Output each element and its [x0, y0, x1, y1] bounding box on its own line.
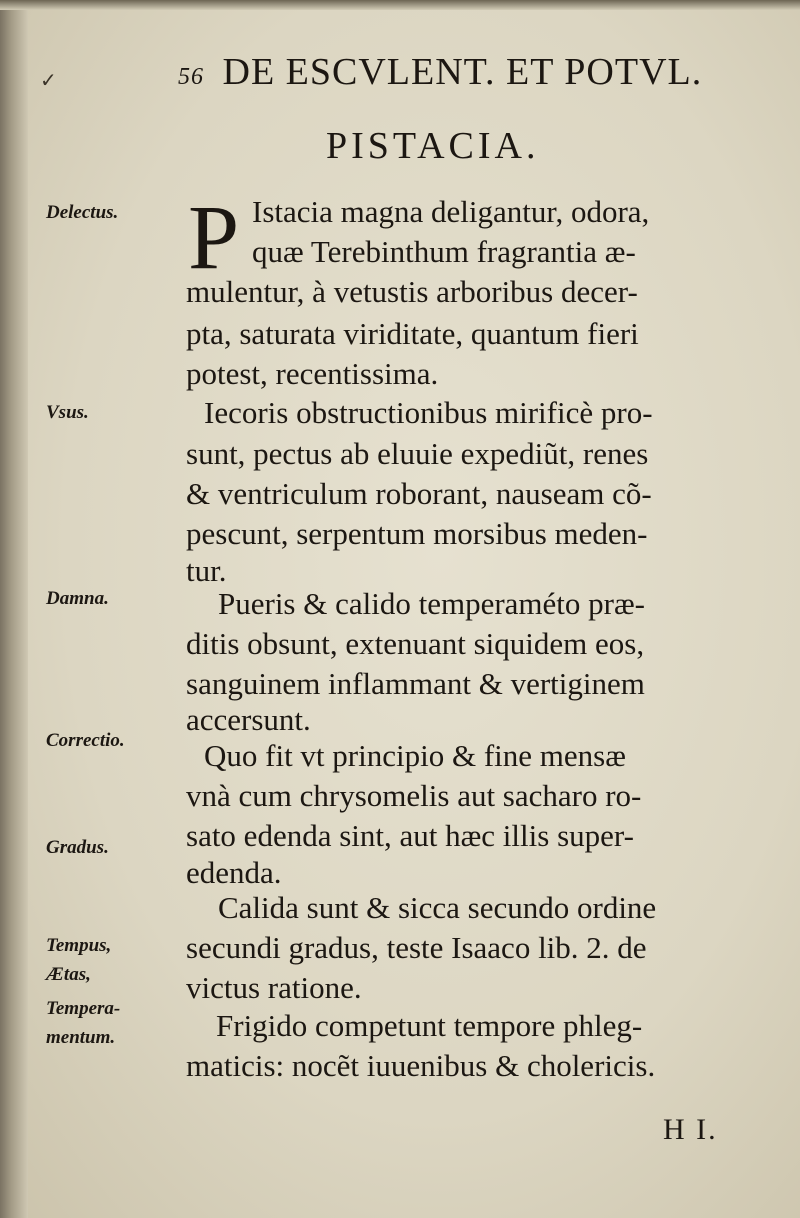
signature-mark: H I. — [663, 1113, 718, 1146]
margin-note-mentum: mentum. — [46, 1027, 116, 1048]
text-line: pescunt, serpentum morsibus meden- — [186, 516, 648, 551]
margin-note-delectus: Delectus. — [46, 202, 119, 223]
text-line: & ventriculum roborant, nauseam cõ- — [186, 476, 652, 511]
margin-note-tempera: Tempera- — [46, 998, 121, 1019]
drop-cap: P — [188, 186, 240, 288]
text-line: Pueris & calido temperaméto præ- — [218, 586, 645, 621]
page-number: 56 — [178, 64, 204, 90]
ink-mark: ✓ — [40, 68, 57, 92]
text-line: Quo fit vt principio & fine mensæ — [204, 738, 626, 773]
text-line: ditis obsunt, extenuant siquidem eos, — [186, 626, 645, 661]
text-line: secundi gradus, teste Isaaco lib. 2. de — [186, 930, 647, 965]
text-line: sato edenda sint, aut hæc illis super- — [186, 818, 634, 853]
text-line: pta, saturata viriditate, quantum fieri — [186, 316, 639, 351]
section-title: PISTACIA. — [326, 125, 540, 167]
text-line: maticis: nocẽt iuuenibus & cholericis. — [186, 1048, 656, 1083]
margin-note-aetas: Ætas, — [46, 964, 91, 985]
margin-note-tempus: Tempus, — [46, 935, 112, 956]
page-top-edge — [0, 0, 800, 10]
text-line: accersunt. — [186, 702, 311, 737]
text-line: Istacia magna deligantur, odora, — [252, 194, 650, 229]
text-line: quæ Terebinthum fragrantia æ- — [252, 234, 636, 269]
running-title: DE ESCVLENT. ET POTVL. — [222, 51, 703, 93]
text-line: tur. — [186, 553, 227, 588]
text-line: Calida sunt & sicca secundo ordine — [218, 890, 657, 925]
text-line: Frigido competunt tempore phleg- — [216, 1008, 643, 1043]
text-line: victus ratione. — [186, 970, 362, 1005]
margin-note-correctio: Correctio. — [46, 730, 125, 751]
text-line: Iecoris obstructionibus mirificè pro- — [204, 395, 653, 430]
running-header — [178, 50, 702, 94]
text-line: vnà cum chrysomelis aut sacharo ro- — [186, 778, 642, 813]
margin-note-vsus: Vsus. — [46, 402, 89, 423]
text-line: potest, recentissima. — [186, 356, 439, 391]
text-line: sanguinem inflammant & vertiginem — [186, 666, 645, 701]
text-line: edenda. — [186, 855, 282, 890]
margin-note-damna: Damna. — [46, 588, 109, 609]
margin-note-gradus: Gradus. — [46, 837, 109, 858]
binding-gutter — [0, 0, 28, 1218]
text-line: mulentur, à vetustis arboribus decer- — [186, 274, 638, 309]
text-line: sunt, pectus ab eluuie expediũt, renes — [186, 436, 649, 471]
